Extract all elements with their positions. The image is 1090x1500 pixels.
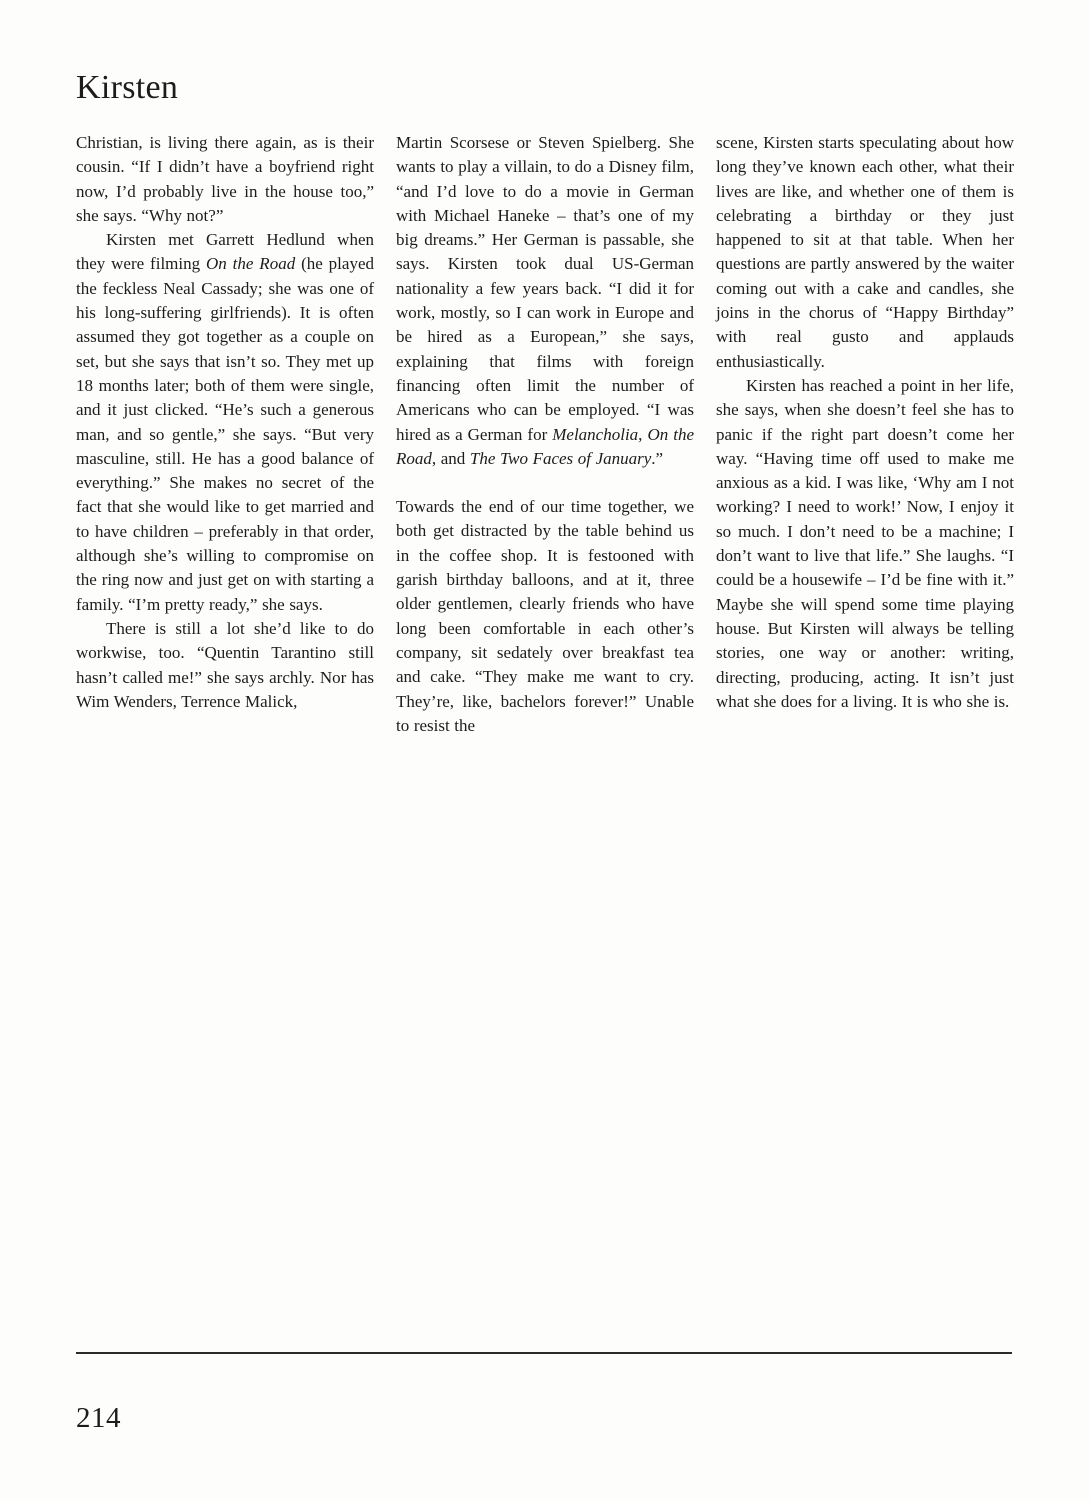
italic-text: On the Road <box>396 424 694 468</box>
body-text: .” <box>651 448 664 468</box>
body-text: Christian, is living there again, as is their cousin. “If I didn’t have a boyfriend right now, I’d probably live in the house too,” she says. “Why not?” <box>76 133 374 225</box>
paragraph <box>716 131 1014 374</box>
paragraph <box>76 228 374 617</box>
footer-rule <box>76 1352 1012 1354</box>
italic-text: The Two Faces of January <box>469 448 652 468</box>
text-column <box>716 131 1014 738</box>
italic-text: Melancholia <box>552 424 639 444</box>
paragraph <box>396 131 694 471</box>
body-text: Kirsten met Garrett Hedlund when they were filming <box>76 230 374 274</box>
text-column <box>76 131 374 738</box>
paragraph <box>76 131 374 228</box>
body-text: , <box>638 424 648 444</box>
paragraph <box>716 374 1014 714</box>
body-text: (he played the feckless Neal Cassady; she was one of his long-suffering girlfriends). It is often assumed they got together as a couple on set, but she says that isn’t so. They met up 18 months later; both of them were single, and it just clicked. “He’s such a generous man, and so gentle,” she says. “But very masculine, still. He has a good balance of everything.” She makes no secret of the fact that she would like to get married and to have children – preferably in that order, although she’s willing to compromise on the ring now and just get on with starting a family. “I’m pretty ready,” she says. <box>76 254 374 614</box>
body-text: Martin Scorsese or Steven Spielberg. She wants to play a villain, to do a Disney film, “and I’d love to do a movie in German with Michael Haneke – that’s one of my big dreams.” Her German is passable, she says. Kirsten took dual US-German nationality a few years back. “I did it for work, mostly, so I can work in Europe and be hired as a European,” she says, explaining that films with foreign financing often limit the number of Americans who can be employed. “I was hired as a German for <box>396 133 694 444</box>
body-text: scene, Kirsten starts speculating about how long they’ve known each other, what their lives are like, and whether one of them is celebrating a birthday or they just happened to sit at that table. When her questions are partly answered by the waiter coming out with a cake and candles, she joins in the chorus of “Happy Birthday” with real gusto and applauds enthusiastically. <box>716 133 1014 371</box>
italic-text: On the Road <box>206 254 296 274</box>
paragraph <box>396 495 694 738</box>
body-text: There is still a lot she’d like to do workwise, too. “Quentin Tarantino still hasn’t called me!” she says archly. Nor has Wim Wenders, Terrence Malick, <box>76 618 374 711</box>
paragraph <box>76 617 374 714</box>
page-title: Kirsten <box>76 68 179 106</box>
article-columns <box>76 131 1014 738</box>
page-number: 214 <box>76 1402 121 1434</box>
body-text: Towards the end of our time together, we both get distracted by the table behind us in the coffee shop. It is festooned with garish birthday balloons, and at it, three older gentlemen, clearly friends who have long been comfortable in each other’s company, sit sedately over breakfast tea and cake. “They make me want to cry. They’re, like, bachelors forever!” Unable to resist the <box>396 497 694 735</box>
text-column <box>396 131 694 738</box>
body-text: Kirsten has reached a point in her life, she says, when she doesn’t feel she has to panic if the right part doesn’t come her way. “Having time off used to make me anxious as a kid. I was like, ‘Why am I not working? I need to work!’ Now, I enjoy it so much. I don’t need to be a machine; I don’t want to live that life.” She laughs. “I could be a housewife – I’d be fine with it.” Maybe she will spend some time playing house. But Kirsten will always be telling stories, one way or another: writing, directing, producing, acting. It isn’t just what she does for a living. It is who she is. <box>716 375 1014 711</box>
body-text: , and <box>431 448 470 468</box>
